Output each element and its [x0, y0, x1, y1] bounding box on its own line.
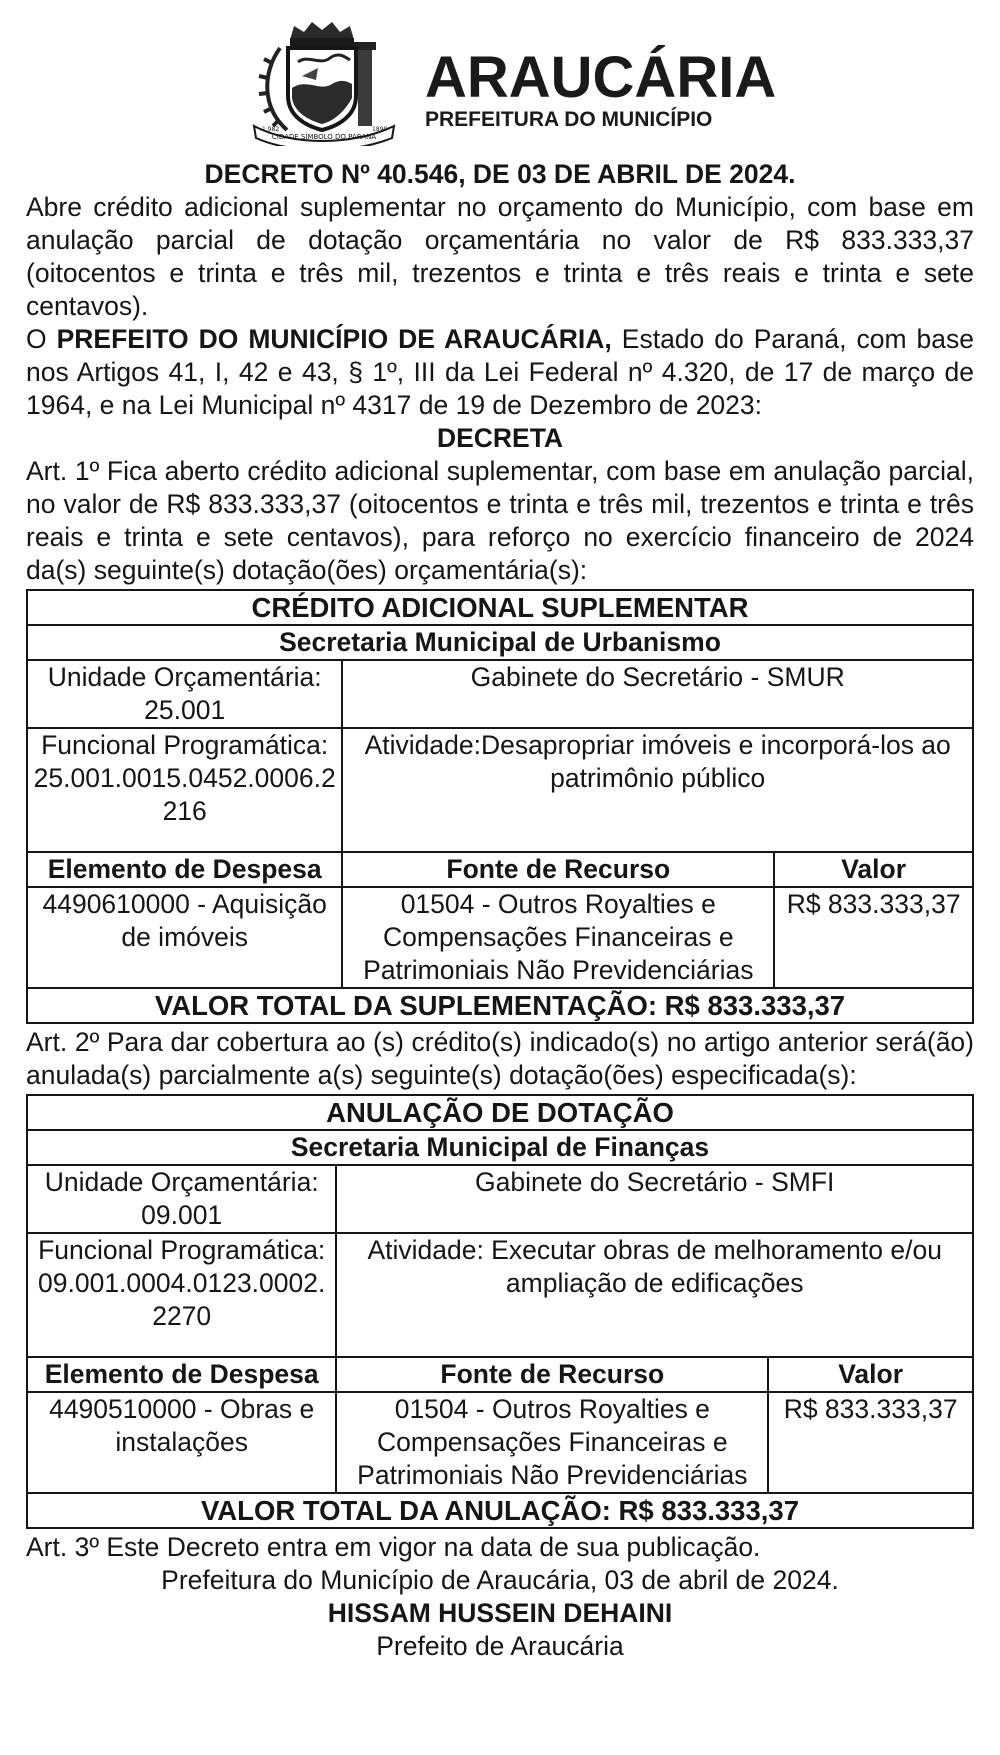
credit-col-elemento: Elemento de Despesa: [27, 852, 342, 887]
article-2: Art. 2º Para dar cobertura ao (s) crédito(s) indicado(s) no artigo anterior será(ão) anulada(s) parcialmente a(s) seguinte(s) dotação(ões) especificada(s):: [26, 1027, 974, 1090]
decreta-heading: DECRETA: [436, 423, 564, 453]
annul-unidade-cell: [27, 1165, 336, 1233]
credit-unidade-value: Gabinete do Secretário - SMUR: [342, 660, 973, 728]
credit-unidade-label: Unidade Orçamentária:: [47, 662, 322, 692]
credit-col-valor: Valor: [774, 852, 973, 887]
decree-summary: Abre crédito adicional suplementar no orçamento do Município, com base em anulação parcial de dotação orçamentária no valor de R$ 833.333,37 (oitocentos e trinta e três mil, trezentos e trinta e três reais e trinta e sete centavos).: [26, 192, 974, 321]
credit-atividade: Atividade:Desapropriar imóveis e incorporá-los ao patrimônio público: [342, 728, 973, 852]
svg-text:1890: 1890: [372, 126, 388, 133]
annul-col-elemento: Elemento de Despesa: [27, 1357, 336, 1392]
article-3: Art. 3º Este Decreto entra em vigor na data de sua publicação.: [26, 1532, 761, 1562]
preamble-authority: PREFEITO DO MUNICÍPIO DE ARAUCÁRIA,: [56, 324, 612, 354]
credit-funcional-cell: [27, 728, 342, 852]
annul-unidade-value: Gabinete do Secretário - SMFI: [336, 1165, 973, 1233]
annul-unidade-code: 09.001: [141, 1200, 223, 1230]
coat-of-arms-logo: [232, 18, 412, 146]
annul-total: VALOR TOTAL DA ANULAÇÃO: R$ 833.333,37: [27, 1493, 973, 1528]
annul-elemento: 4490510000 - Obras e instalações: [27, 1392, 336, 1493]
annul-unidade-label: Unidade Orçamentária:: [44, 1167, 319, 1197]
preamble-text: Estado do Paraná, com base nos Artigos 41, I, 42 e 43, § 1º, III da Lei Federal nº 4.320, de 17 de março de 1964, e na Lei Municipal nº 4317 de 19 de Dezembro de 2023:: [26, 324, 974, 420]
decree-body: [26, 158, 974, 1663]
credit-funcional-code: 25.001.0015.0452.0006.2216: [33, 763, 336, 826]
credit-table: [26, 589, 974, 1024]
decree-preamble: [26, 323, 974, 422]
credit-unidade-cell: [27, 660, 342, 728]
credit-elemento: 4490610000 - Aquisição de imóveis: [27, 887, 342, 988]
svg-text:CIDADE SÍMBOLO DO PARANÁ: CIDADE SÍMBOLO DO PARANÁ: [271, 133, 377, 141]
annul-funcional-code: 09.001.0004.0123.0002.2270: [38, 1268, 326, 1331]
annul-fonte: 01504 - Outros Royalties e Compensações Financeiras e Patrimoniais Não Previdenciárias: [336, 1392, 768, 1493]
credit-valor: R$ 833.333,37: [774, 887, 973, 988]
brand-name: ARAUCÁRIA: [425, 45, 777, 110]
credit-total: VALOR TOTAL DA SUPLEMENTAÇÃO: R$ 833.333,37: [27, 988, 973, 1023]
annul-atividade: Atividade: Executar obras de melhoramento e/ou ampliação de edificações: [336, 1233, 973, 1357]
article-1: Art. 1º Fica aberto crédito adicional suplementar, com base em anulação parcial, no valor de R$ 833.333,37 (oitocentos e trinta e três mil, trezentos e trinta e três reais e trinta e sete centavos), para reforço no exercício financeiro de 2024 da(s) seguinte(s) dotação(ões) orçamentária(s):: [26, 456, 974, 585]
preamble-prefix: O: [26, 324, 47, 354]
place-date: Prefeitura do Município de Araucária, 03 de abril de 2024.: [161, 1565, 839, 1595]
header: [0, 18, 1000, 150]
credit-funcional-label: Funcional Programática:: [41, 730, 329, 760]
credit-col-fonte: Fonte de Recurso: [342, 852, 774, 887]
annul-funcional-label: Funcional Programática:: [38, 1235, 326, 1265]
credit-table-heading: CRÉDITO ADICIONAL SUPLEMENTAR: [27, 590, 973, 625]
decree-title: DECRETO Nº 40.546, DE 03 DE ABRIL DE 2024.: [204, 159, 796, 189]
signer-role: Prefeito de Araucária: [376, 1631, 624, 1661]
brand-subtitle: PREFEITURA DO MUNICÍPIO: [425, 108, 713, 131]
signer-name: HISSAM HUSSEIN DEHAINI: [327, 1598, 673, 1628]
annul-col-valor: Valor: [768, 1357, 973, 1392]
annulment-table: [26, 1094, 974, 1529]
annul-col-fonte: Fonte de Recurso: [336, 1357, 768, 1392]
annul-valor: R$ 833.333,37: [768, 1392, 973, 1493]
svg-text:1.982: 1.982: [262, 126, 280, 133]
annul-table-heading: ANULAÇÃO DE DOTAÇÃO: [27, 1095, 973, 1130]
credit-unidade-code: 25.001: [144, 695, 226, 725]
credit-fonte: 01504 - Outros Royalties e Compensações Financeiras e Patrimoniais Não Previdenciárias: [342, 887, 774, 988]
credit-secretaria: Secretaria Municipal de Urbanismo: [27, 625, 973, 660]
annul-secretaria: Secretaria Municipal de Finanças: [27, 1130, 973, 1165]
annul-funcional-cell: [27, 1233, 336, 1357]
